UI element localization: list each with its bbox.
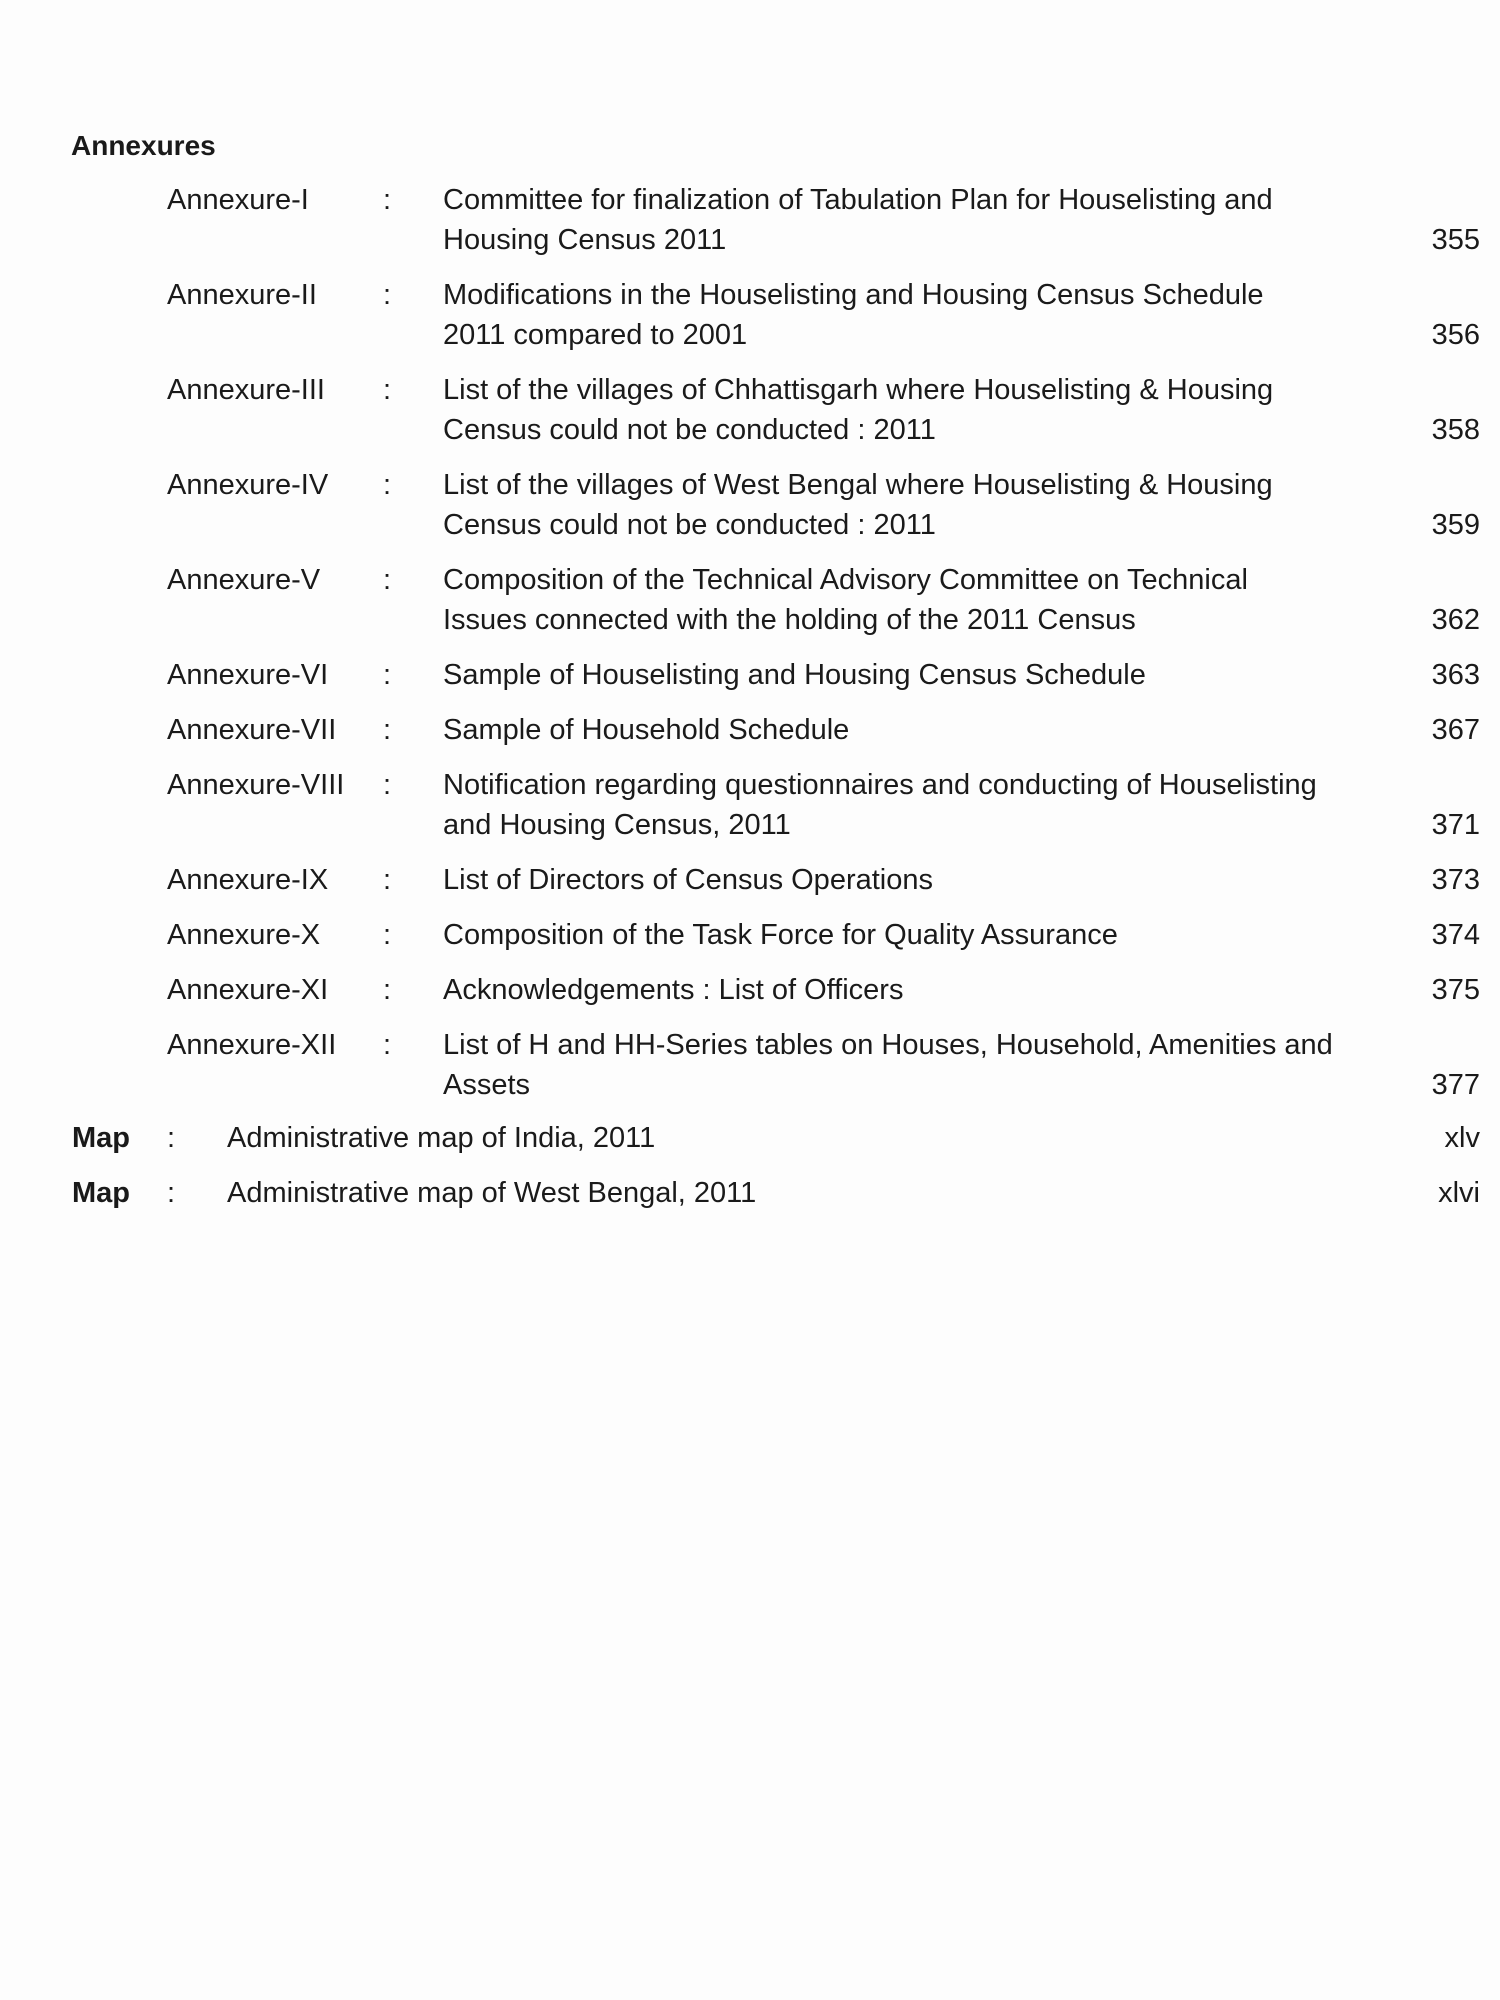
toc-entry[interactable] [0, 560, 1500, 655]
separator: : [383, 1029, 392, 1061]
separator: : [167, 1122, 176, 1154]
annexure-label: Annexure-I [167, 184, 309, 216]
separator: : [383, 659, 392, 691]
page-number: 374 [1431, 919, 1480, 951]
separator: : [167, 1177, 176, 1209]
annexure-title: Composition of the Task Force for Quality Assurance [443, 919, 1118, 951]
annexure-label: Annexure-XII [167, 1029, 337, 1061]
map-label: Map [72, 1177, 130, 1209]
separator: : [383, 769, 392, 801]
annexure-title: Acknowledgements : List of Officers [443, 974, 904, 1006]
toc-entry[interactable] [0, 970, 1500, 1025]
toc-entry[interactable] [0, 1025, 1500, 1120]
map-list [0, 1118, 1500, 1228]
annexure-title: Sample of Houselisting and Housing Census Schedule [443, 659, 1146, 691]
map-entry[interactable] [0, 1118, 1500, 1173]
map-title: Administrative map of India, 2011 [227, 1122, 656, 1154]
map-title: Administrative map of West Bengal, 2011 [227, 1177, 757, 1209]
page-number: 355 [1431, 224, 1480, 256]
annexure-label: Annexure-IV [167, 469, 329, 501]
section-heading: Annexures [71, 130, 216, 161]
annexure-label: Annexure-III [167, 374, 325, 406]
annexure-label: Annexure-IX [167, 864, 329, 896]
annexure-title: Sample of Household Schedule [443, 714, 850, 746]
separator: : [383, 184, 392, 216]
annexure-label: Annexure-VII [167, 714, 337, 746]
toc-entry[interactable] [0, 860, 1500, 915]
toc-entry[interactable] [0, 465, 1500, 560]
page-number: 356 [1431, 319, 1480, 351]
page-number: 363 [1431, 659, 1480, 691]
page-number: 373 [1431, 864, 1480, 896]
page-number: 375 [1431, 974, 1480, 1006]
toc-entry[interactable] [0, 655, 1500, 710]
toc-entry[interactable] [0, 180, 1500, 275]
annexure-title: Committee for finalization of Tabulation Plan for Houselisting and Housing Census 2011 [443, 184, 1273, 256]
toc-entry[interactable] [0, 915, 1500, 970]
toc-entry[interactable] [0, 275, 1500, 370]
page-number: 377 [1431, 1069, 1480, 1101]
annexure-label: Annexure-X [167, 919, 321, 951]
separator: : [383, 374, 392, 406]
page-number: 359 [1431, 509, 1480, 541]
separator: : [383, 919, 392, 951]
map-entry[interactable] [0, 1173, 1500, 1228]
annexure-title: List of H and HH-Series tables on Houses, Household, Amenities and Assets [443, 1029, 1333, 1101]
toc-entry[interactable] [0, 765, 1500, 860]
toc-entry[interactable] [0, 710, 1500, 765]
map-label: Map [72, 1122, 130, 1154]
page-number: 362 [1431, 604, 1480, 636]
page-number: xlvi [1438, 1177, 1480, 1209]
annexure-title: List of the villages of West Bengal where Houselisting & Housing Census could not be conducted : 2011 [443, 469, 1273, 541]
page-number: xlv [1444, 1122, 1480, 1154]
separator: : [383, 564, 392, 596]
annexure-label: Annexure-V [167, 564, 321, 596]
annexure-label: Annexure-VIII [167, 769, 345, 801]
annexure-title: Notification regarding questionnaires and conducting of Houselisting and Housing Census, 2011 [443, 769, 1317, 841]
annexure-label: Annexure-VI [167, 659, 329, 691]
annexure-title: Composition of the Technical Advisory Committee on Technical Issues connected with the holding of the 2011 Census [443, 564, 1248, 636]
annexure-list [0, 180, 1500, 1120]
separator: : [383, 864, 392, 896]
page-number: 358 [1431, 414, 1480, 446]
page-number: 371 [1431, 809, 1480, 841]
annexure-label: Annexure-XI [167, 974, 329, 1006]
separator: : [383, 974, 392, 1006]
separator: : [383, 469, 392, 501]
separator: : [383, 279, 392, 311]
annexure-title: Modifications in the Houselisting and Housing Census Schedule 2011 compared to 2001 [443, 279, 1264, 351]
toc-entry[interactable] [0, 370, 1500, 465]
annexure-title: List of Directors of Census Operations [443, 864, 933, 896]
annexure-label: Annexure-II [167, 279, 317, 311]
annexure-title: List of the villages of Chhattisgarh where Houselisting & Housing Census could not be conducted : 2011 [443, 374, 1274, 446]
page-number: 367 [1431, 714, 1480, 746]
separator: : [383, 714, 392, 746]
